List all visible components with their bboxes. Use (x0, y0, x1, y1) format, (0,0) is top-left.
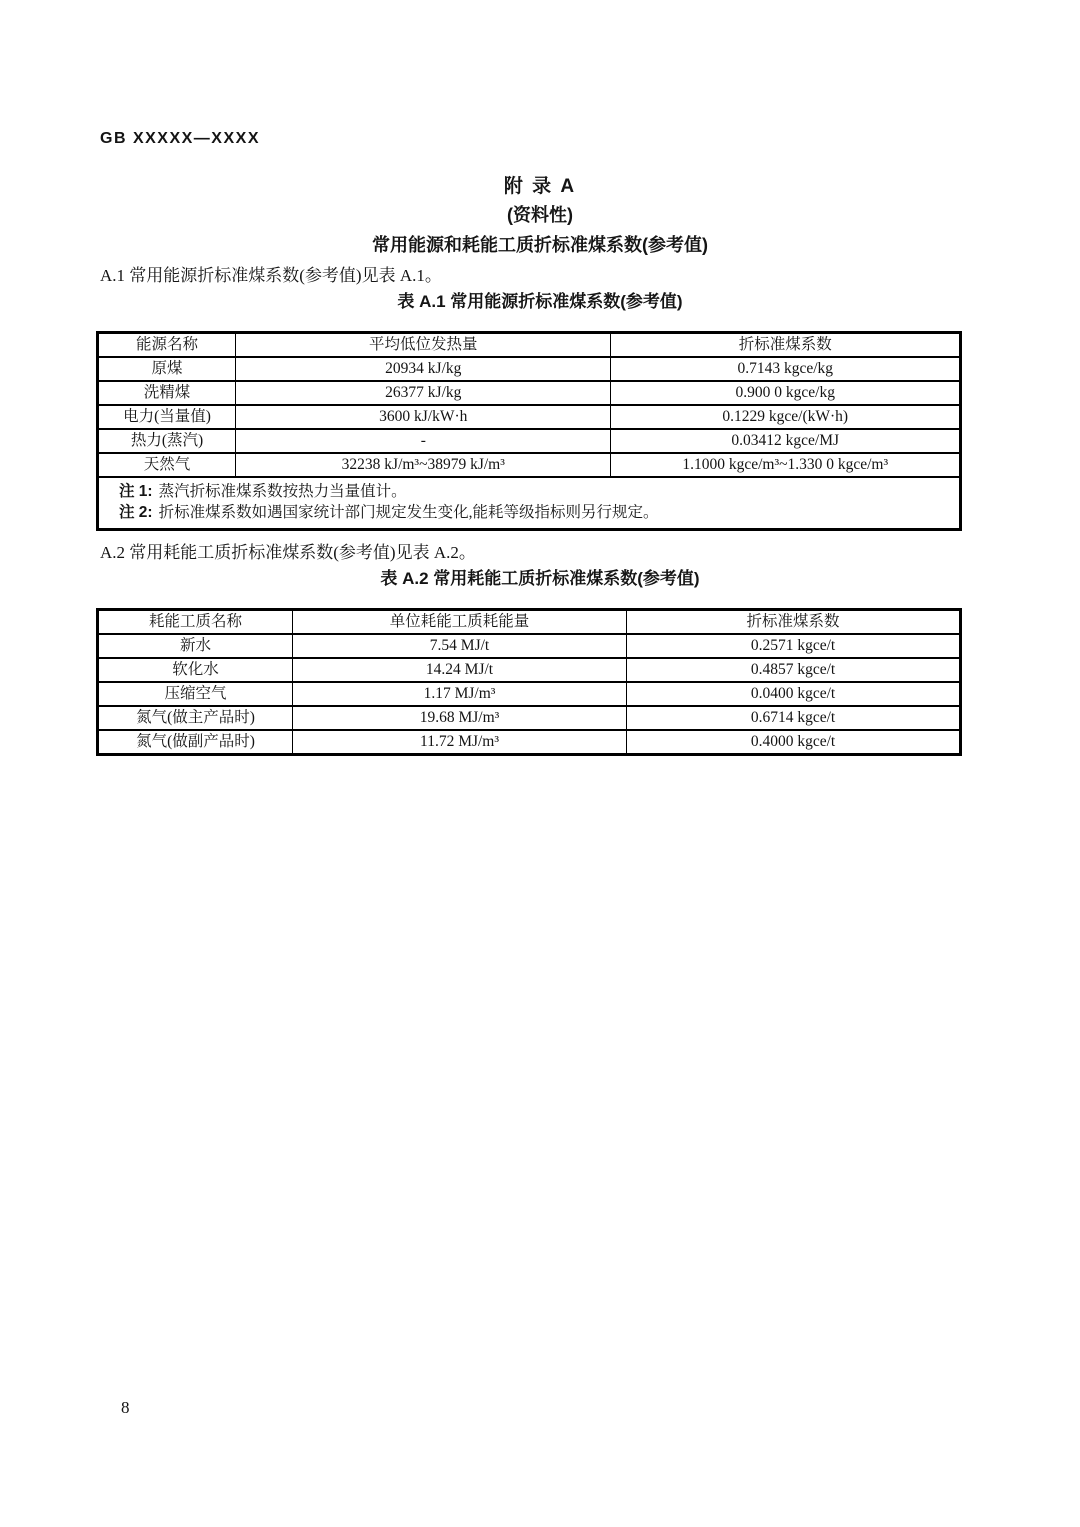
cell-heat-value: 20934 kJ/kg (236, 357, 611, 381)
cell-medium-name: 新水 (98, 634, 293, 658)
table-row (98, 634, 961, 658)
cell-unit-consumption: 7.54 MJ/t (293, 634, 627, 658)
page-content (0, 174, 1080, 756)
table-note-1 (119, 481, 949, 502)
appendix-title: 附 录 A (503, 176, 577, 197)
cell-heat-value: 26377 kJ/kg (236, 381, 611, 405)
standard-number: GB XXXXX—XXXX (100, 130, 260, 147)
column-header-coefficient: 折标准煤系数 (611, 333, 961, 358)
table-note-2 (119, 502, 949, 523)
table-a1 (96, 331, 962, 531)
cell-coefficient: 0.7143 kgce/kg (611, 357, 961, 381)
appendix-heading: 常用能源和耗能工质折标准煤系数(参考值) (372, 235, 708, 255)
table-notes-row (98, 477, 961, 530)
cell-heat-value: 3600 kJ/kW·h (236, 405, 611, 429)
cell-coefficient: 0.900 0 kgce/kg (611, 381, 961, 405)
cell-coefficient: 1.1000 kgce/m³~1.330 0 kgce/m³ (611, 453, 961, 477)
note-text: 折标准煤系数如遇国家统计部门规定发生变化,能耗等级指标则另行规定。 (158, 504, 659, 521)
cell-coefficient: 0.03412 kgce/MJ (611, 429, 961, 453)
table-a2 (96, 608, 962, 756)
section-a1-intro: A.1 常用能源折标准煤系数(参考值)见表 A.1。 (100, 266, 442, 285)
table-row (98, 730, 961, 755)
note-text: 蒸汽折标准煤系数按热力当量值计。 (158, 483, 407, 500)
table-a1-header-row (98, 333, 961, 358)
column-header-energy-name: 能源名称 (98, 333, 236, 358)
section-a2-intro: A.2 常用耗能工质折标准煤系数(参考值)见表 A.2。 (100, 543, 476, 562)
table-notes-cell (98, 477, 961, 530)
cell-unit-consumption: 14.24 MJ/t (293, 658, 627, 682)
table-row (98, 682, 961, 706)
cell-coefficient: 0.2571 kgce/t (627, 634, 961, 658)
column-header-medium-name: 耗能工质名称 (98, 610, 293, 635)
cell-energy-name: 洗精煤 (98, 381, 236, 405)
table-row (98, 381, 961, 405)
cell-energy-name: 热力(蒸汽) (98, 429, 236, 453)
column-header-heat-value: 平均低位发热量 (236, 333, 611, 358)
cell-unit-consumption: 19.68 MJ/m³ (293, 706, 627, 730)
table-a2-title: 表 A.2 常用耗能工质折标准煤系数(参考值) (380, 569, 700, 588)
cell-energy-name: 电力(当量值) (98, 405, 236, 429)
note-label: 注 1: (119, 483, 153, 500)
appendix-type-note: (资料性) (507, 205, 573, 225)
cell-unit-consumption: 1.17 MJ/m³ (293, 682, 627, 706)
cell-medium-name: 氮气(做副产品时) (98, 730, 293, 755)
cell-unit-consumption: 11.72 MJ/m³ (293, 730, 627, 755)
cell-coefficient: 0.4857 kgce/t (627, 658, 961, 682)
column-header-coefficient: 折标准煤系数 (627, 610, 961, 635)
cell-coefficient: 0.4000 kgce/t (627, 730, 961, 755)
cell-energy-name: 天然气 (98, 453, 236, 477)
column-header-unit-consumption: 单位耗能工质耗能量 (293, 610, 627, 635)
table-row (98, 658, 961, 682)
table-row (98, 706, 961, 730)
cell-heat-value: - (236, 429, 611, 453)
cell-energy-name: 原煤 (98, 357, 236, 381)
cell-medium-name: 软化水 (98, 658, 293, 682)
cell-coefficient: 0.1229 kgce/(kW·h) (611, 405, 961, 429)
cell-medium-name: 氮气(做主产品时) (98, 706, 293, 730)
cell-coefficient: 0.6714 kgce/t (627, 706, 961, 730)
table-row (98, 453, 961, 477)
page-number: 8 (121, 1398, 130, 1417)
table-a1-title: 表 A.1 常用能源折标准煤系数(参考值) (397, 292, 683, 311)
cell-heat-value: 32238 kJ/m³~38979 kJ/m³ (236, 453, 611, 477)
table-a2-header-row (98, 610, 961, 635)
cell-medium-name: 压缩空气 (98, 682, 293, 706)
cell-coefficient: 0.0400 kgce/t (627, 682, 961, 706)
table-row (98, 357, 961, 381)
table-row (98, 405, 961, 429)
note-label: 注 2: (119, 504, 153, 521)
table-row (98, 429, 961, 453)
